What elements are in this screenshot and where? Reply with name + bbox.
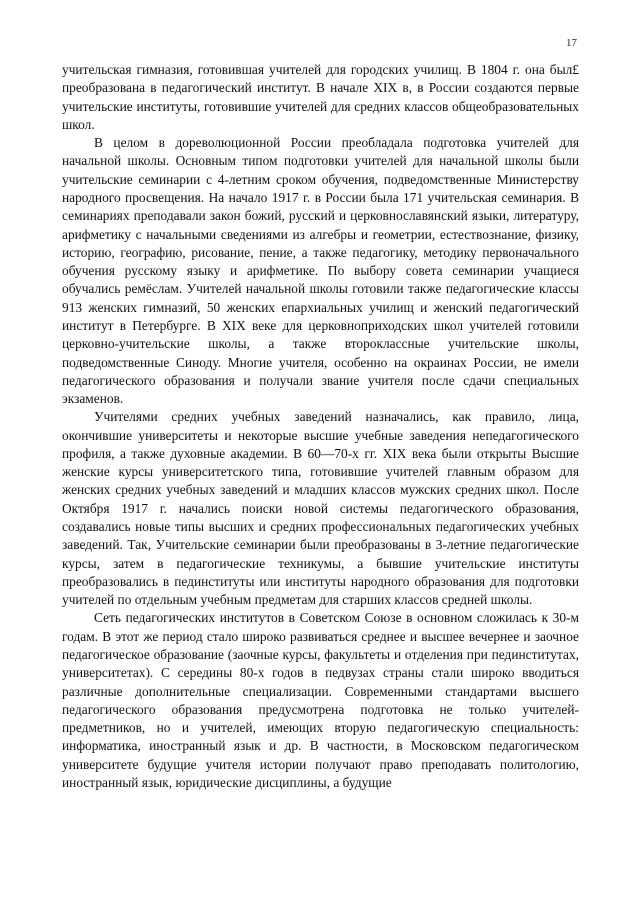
- body-text: [62, 61, 579, 792]
- page-number: 17: [566, 37, 577, 49]
- paragraph-3: Учителями средних учебных заведений назначались, как правило, лица, окончившие университеты и некоторые высшие учебные заведения непедагогического профиля, а также духовные академии. В 60—70-х гг. XIX века были открыты Высшие женские курсы университетского типа, готовившие учителей главным образом для женских средних учебных заведений и младших классов мужских средних школ. После Октября 1917 г. начались поиски новой системы педагогического образования, создавались новые типы высших и средних профессиональных педагогических учебных заведений. Так, Учительские семинарии были преобразованы в 3-летние педагогические курсы, затем в педагогические техникумы, а бывшие учительские институты преобразовались в пединституты или институты народного образования для подготовки учителей по отдельным учебным предметам для старших классов средней школы.: [62, 409, 579, 608]
- paragraph-4: Сеть педагогических институтов в Советском Союзе в основном сложилась к 30-м годам. В этот же период стало широко развиваться среднее и высшее вечернее и заочное педагогическое образование (заочные курсы, факультеты и отделения при пединститутах, университетах). С середины 80-х годов в педвузах страны стали широко вводиться различные дополнительные специализации. Современными стандартами высшего педагогического образования предусмотрена подготовка не только учителей-предметников, но и учителей, имеющих вторую педагогическую специальность: информатика, иностранный язык и др. В частности, в Московском педагогическом университете будущие учителя истории получают право преподавать политологию, иностранный язык, юридические дисциплины, а будущие: [62, 610, 579, 790]
- paragraph-1: учительская гимназия, готовившая учителей для городских училищ. В 1804 г. она был£ преобразована в педагогический институт. В начале XIX в, в России создаются первые учительские институты, готовившие учителей для средних классов общеобразовательных школ.: [62, 62, 579, 132]
- paragraph-2: В целом в дореволюционной России преобладала подготовка учителей для начальной школы. Основным типом подготовки учителей для начальной школы были учительские семинарии с 4-летним сроком обучения, подведомственные Министерству народного просвещения. На начало 1917 г. в России была 171 учительская семинария. В семинариях преподавали закон божий, русский и церковнославянский языки, литературу, арифметику с начальными сведениями из алгебры и геометрии, естествознание, физику, историю, географию, рисование, пение, а также педагогику, методику первоначального обучения русскому языку и арифметике. По выбору совета семинарии учащиеся обучались ремёслам. Учителей начальной школы готовили также педагогические классы 913 женских гимназий, 50 женских епархиальных училищ и женский педагогический институт в Петербурге. В XIX веке для церковноприходских школ учителей готовили церковно-учительские школы, а также второклассные учительские школы, подведомственные Синоду. Многие учителя, особенно на окраинах России, не имели педагогического образования и получали звание учителя после сдачи специальных экзаменов.: [62, 135, 579, 407]
